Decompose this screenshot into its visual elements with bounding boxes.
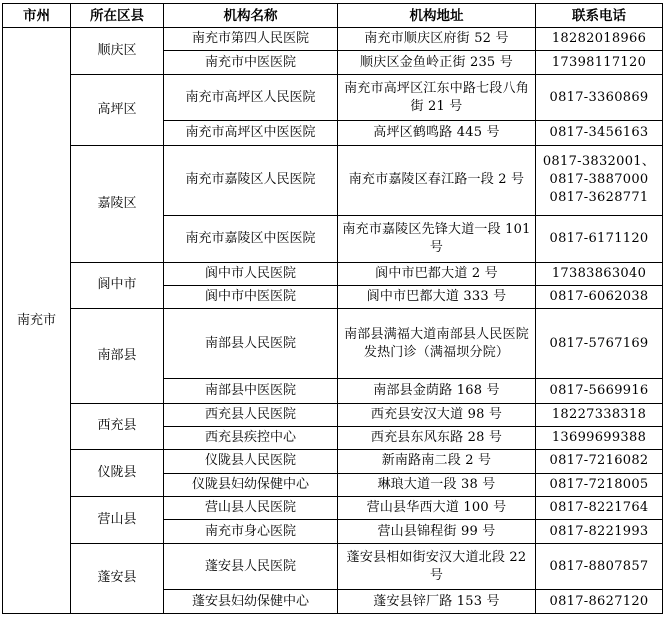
- phone-number: 0817-6171120: [536, 215, 663, 262]
- district-cell: 阆中市: [71, 262, 164, 309]
- institution-name: 仪陇县人民医院: [164, 450, 338, 473]
- phone-number: 18227338318: [536, 403, 663, 426]
- phone-number: 0817-8221993: [536, 520, 663, 543]
- institution-address: 阆中市巴都大道 333 号: [338, 285, 536, 308]
- phone-number: 0817-8221764: [536, 497, 663, 520]
- institution-name: 南充市嘉陵区人民医院: [164, 145, 338, 215]
- table-row: [3, 262, 663, 285]
- institution-name: 南部县人民医院: [164, 309, 338, 379]
- institution-name: 营山县人民医院: [164, 497, 338, 520]
- institution-address: 高坪区鹤鸣路 445 号: [338, 121, 536, 145]
- institution-name: 阆中市中医医院: [164, 285, 338, 308]
- institution-address: 南充市嘉陵区先锋大道一段 101 号: [338, 215, 536, 262]
- district-cell: 高坪区: [71, 74, 164, 145]
- phone-number: 0817-3832001、0817-3887000 0817-3628771: [536, 145, 663, 215]
- phone-number: 13699699388: [536, 426, 663, 449]
- phone-number: 17383863040: [536, 262, 663, 285]
- district-cell: 西充县: [71, 403, 164, 450]
- institution-address: 营山县锦程街 99 号: [338, 520, 536, 543]
- header-district: 所在区县: [71, 4, 164, 28]
- table-row: [3, 497, 663, 520]
- phone-number: 0817-5669916: [536, 379, 663, 403]
- header-institution-name: 机构名称: [164, 4, 338, 28]
- institution-name: 蓬安县妇幼保健中心: [164, 590, 338, 614]
- phone-number: 0817-5767169: [536, 309, 663, 379]
- phone-number: 0817-3360869: [536, 74, 663, 121]
- header-institution-address: 机构地址: [338, 4, 536, 28]
- district-cell: 仪陇县: [71, 450, 164, 497]
- phone-number: 0817-7216082: [536, 450, 663, 473]
- institution-name: 南充市中医医院: [164, 51, 338, 74]
- phone-number: 0817-8627120: [536, 590, 663, 614]
- institution-address: 西充县安汉大道 98 号: [338, 403, 536, 426]
- header-phone: 联系电话: [536, 4, 663, 28]
- institution-name: 仪陇县妇幼保健中心: [164, 473, 338, 496]
- phone-number: 0817-7218005: [536, 473, 663, 496]
- hospital-table: [2, 3, 663, 614]
- table-row: [3, 450, 663, 473]
- institution-name: 南充市高坪区中医医院: [164, 121, 338, 145]
- header-row: [3, 4, 663, 28]
- institution-name: 西充县人民医院: [164, 403, 338, 426]
- phone-number: 18282018966: [536, 28, 663, 51]
- district-cell: 嘉陵区: [71, 145, 164, 262]
- table-row: [3, 145, 663, 215]
- institution-address: 西充县东风东路 28 号: [338, 426, 536, 449]
- header-city: 市州: [3, 4, 71, 28]
- institution-name: 南充市身心医院: [164, 520, 338, 543]
- institution-address: 南充市嘉陵区春江路一段 2 号: [338, 145, 536, 215]
- institution-name: 阆中市人民医院: [164, 262, 338, 285]
- city-cell: 南充市: [3, 28, 71, 614]
- table-row: [3, 543, 663, 590]
- institution-name: 西充县疾控中心: [164, 426, 338, 449]
- institution-name: 南充市第四人民医院: [164, 28, 338, 51]
- phone-number: 0817-6062038: [536, 285, 663, 308]
- phone-number: 0817-8807857: [536, 543, 663, 590]
- institution-address: 南充市顺庆区府街 52 号: [338, 28, 536, 51]
- institution-address: 新南路南二段 2 号: [338, 450, 536, 473]
- institution-name: 蓬安县人民医院: [164, 543, 338, 590]
- institution-address: 琳琅大道一段 38 号: [338, 473, 536, 496]
- table-row: [3, 28, 663, 51]
- institution-address: 营山县华西大道 100 号: [338, 497, 536, 520]
- table-row: [3, 309, 663, 379]
- institution-name: 南充市高坪区人民医院: [164, 74, 338, 121]
- institution-address: 南充市高坪区江东中路七段八角街 21 号: [338, 74, 536, 121]
- institution-address: 蓬安县相如街安汉大道北段 22 号: [338, 543, 536, 590]
- table-row: [3, 403, 663, 426]
- institution-address: 蓬安县锌厂路 153 号: [338, 590, 536, 614]
- institution-name: 南充市嘉陵区中医医院: [164, 215, 338, 262]
- institution-address: 阆中市巴都大道 2 号: [338, 262, 536, 285]
- table-row: [3, 74, 663, 121]
- institution-address: 南部县金荫路 168 号: [338, 379, 536, 403]
- district-cell: 南部县: [71, 309, 164, 403]
- district-cell: 顺庆区: [71, 28, 164, 75]
- phone-number: 0817-3456163: [536, 121, 663, 145]
- district-cell: 蓬安县: [71, 543, 164, 613]
- institution-address: 南部县满福大道南部县人民医院发热门诊（满福坝分院）: [338, 309, 536, 379]
- institution-name: 南部县中医医院: [164, 379, 338, 403]
- district-cell: 营山县: [71, 497, 164, 544]
- phone-number: 17398117120: [536, 51, 663, 74]
- institution-address: 顺庆区金鱼岭正街 235 号: [338, 51, 536, 74]
